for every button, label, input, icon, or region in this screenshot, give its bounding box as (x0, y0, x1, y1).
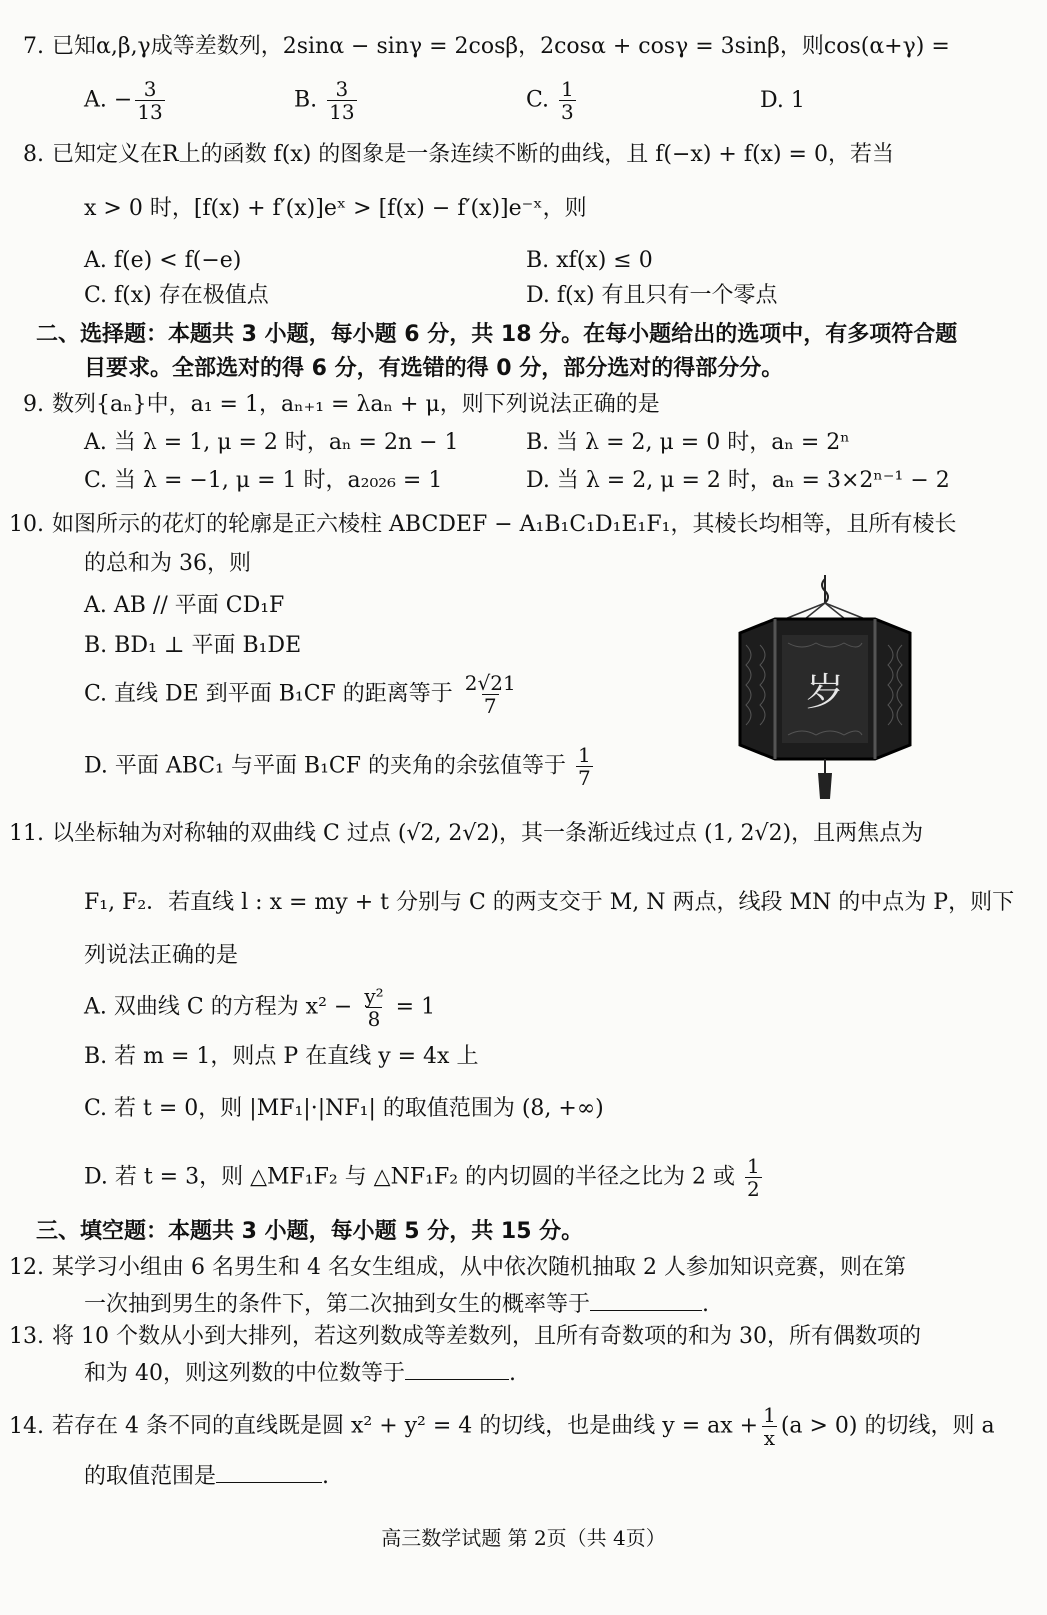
question-text: 某学习小组由 6 名男生和 4 名女生组成，从中依次随机抽取 2 人参加知识竞赛，则在第 (52, 1255, 906, 1280)
section-2-heading-line-1: 二、选择题：本题共 3 小题，每小题 6 分，共 18 分。在每小题给出的选项中，有多项符合题 (36, 322, 958, 347)
question-text: 将 10 个数从小到大排列，若这列数成等差数列，且所有奇数项的和为 30，所有偶数项的 (52, 1324, 921, 1349)
option-text: C. 直线 DE 到平面 B₁CF 的距离等于 (84, 681, 453, 707)
question-9-option-b: B. 当 λ = 2, μ = 0 时，aₙ = 2ⁿ (526, 430, 850, 455)
question-7-option-d (760, 86, 805, 116)
fraction-denominator: 7 (578, 766, 591, 790)
question-11-line-3: 列说法正确的是 (84, 943, 239, 968)
question-number: 13. (9, 1324, 44, 1349)
option-text: A. 双曲线 C 的方程为 x² − (84, 994, 353, 1020)
question-11-option-b: B. 若 m = 1，则点 P 在直线 y = 4x 上 (84, 1044, 479, 1069)
question-11-line-1 (0, 819, 923, 849)
option-label: C. (526, 87, 550, 113)
fraction-denominator: 7 (483, 694, 497, 718)
question-10-option-d (84, 744, 596, 789)
question-text: 已知定义在R上的函数 f(x) 的图象是一条连续不断的曲线，且 f(−x) + f(x) = 0，若当 (52, 142, 894, 167)
option-text: = 1 (395, 994, 436, 1020)
question-number: 12. (9, 1255, 44, 1280)
question-8-option-b: B. xf(x) ≤ 0 (526, 248, 653, 273)
question-text: 一次抽到男生的条件下，第二次抽到女生的概率等于 (84, 1292, 591, 1317)
question-8-line-1 (0, 140, 894, 170)
fraction-numerator: 3 (335, 77, 349, 101)
question-11-line-2: F₁, F₂．若直线 l : x = my + t 分别与 C 的两支交于 M, N 两点，线段 MN 的中点为 P，则下 (84, 890, 1015, 915)
option-label: B. (294, 87, 318, 113)
question-10-option-b: B. BD₁ ⊥ 平面 B₁DE (84, 633, 302, 658)
hexagonal-lantern-image (730, 575, 920, 800)
fraction (135, 78, 164, 123)
question-13-line-1 (0, 1322, 921, 1352)
fraction (761, 1404, 778, 1449)
question-7-option-c (526, 78, 579, 123)
question-10-option-a: A. AB // 平面 CD₁F (84, 593, 285, 618)
section-3-heading: 三、填空题：本题共 3 小题，每小题 5 分，共 15 分。 (36, 1219, 584, 1244)
question-11-option-a (84, 985, 435, 1030)
fraction-denominator: 13 (137, 100, 163, 124)
fraction-numerator: 1 (747, 1154, 760, 1178)
question-text: 数列{aₙ}中，a₁ = 1，aₙ₊₁ = λaₙ + μ，则下列说法正确的是 (52, 392, 660, 417)
fraction-denominator: 13 (329, 100, 355, 124)
question-9-stem (0, 390, 660, 420)
question-text: 以坐标轴为对称轴的双曲线 C 过点 (√2, 2√2)，其一条渐近线过点 (1, 2√2)，且两焦点为 (52, 821, 924, 846)
period: . (702, 1292, 710, 1317)
question-12-line-2 (84, 1288, 709, 1320)
option-label: A. (84, 87, 107, 113)
question-number: 8. (23, 142, 44, 167)
question-number: 10. (9, 512, 44, 537)
page-footer: 高三数学试题 第 2页（共 4页） (381, 1526, 666, 1550)
fraction-numerator: 2√21 (464, 671, 516, 695)
question-14-line-2 (84, 1460, 329, 1492)
question-10-line-1 (0, 510, 956, 540)
question-13-line-2 (84, 1357, 516, 1389)
fraction (559, 78, 576, 123)
question-number: 9. (23, 392, 44, 417)
question-8-option-c: C. f(x) 存在极值点 (84, 283, 269, 308)
question-number: 7. (23, 34, 44, 59)
fraction (362, 985, 385, 1030)
fraction-numerator: y² (364, 984, 384, 1008)
fraction-denominator: x (763, 1426, 776, 1450)
question-7-stem (0, 32, 950, 62)
question-8-option-a: A. f(e) < f(−e) (84, 248, 242, 273)
answer-blank[interactable] (405, 1357, 509, 1380)
option-text: D. 若 t = 3，则 △MF₁F₂ 与 △NF₁F₂ 的内切圆的半径之比为 2 或 (84, 1164, 735, 1190)
fraction-denominator: 8 (367, 1007, 381, 1031)
fraction-numerator: 3 (143, 77, 157, 101)
question-9-option-d: D. 当 λ = 2, μ = 2 时，aₙ = 3×2ⁿ⁻¹ − 2 (526, 468, 950, 493)
fraction-numerator: 1 (578, 743, 591, 767)
fraction-denominator: 3 (561, 100, 574, 124)
fraction (327, 78, 356, 123)
question-text: 和为 40，则这列数的中位数等于 (84, 1361, 405, 1386)
question-9-option-c: C. 当 λ = −1, μ = 1 时，a₂₀₂₆ = 1 (84, 468, 443, 493)
question-11-option-c: C. 若 t = 0，则 |MF₁|·|NF₁| 的取值范围为 (8, +∞) (84, 1096, 604, 1121)
option-label: D. (760, 88, 784, 113)
question-11-option-d (84, 1155, 765, 1200)
fraction-numerator: 1 (561, 77, 574, 101)
answer-blank[interactable] (590, 1288, 702, 1311)
question-7-option-a (84, 78, 168, 123)
question-8-line-2: x > 0 时，[f(x) + f′(x)]eˣ > [f(x) − f′(x)]e⁻ˣ，则 (84, 196, 587, 221)
minus-sign: − (113, 87, 133, 113)
question-10-option-c (84, 672, 521, 717)
question-number: 14. (9, 1413, 44, 1439)
question-10-line-2: 的总和为 36，则 (84, 551, 251, 576)
question-text: 的取值范围是 (84, 1464, 217, 1489)
question-number: 11. (9, 821, 44, 846)
fraction (463, 672, 518, 717)
period: . (322, 1464, 330, 1489)
question-text: 已知α,β,γ成等差数列，2sinα − sinγ = 2cosβ，2cosα + cosγ = 3sinβ，则cos(α+γ) = (52, 34, 950, 59)
fraction (576, 744, 593, 789)
option-text: 1 (790, 88, 805, 113)
option-text: D. 平面 ABC₁ 与平面 B₁CF 的夹角的余弦值等于 (84, 753, 567, 779)
lantern-character: 岁 (805, 670, 845, 714)
fraction-denominator: 2 (747, 1177, 760, 1201)
question-14-line-1 (0, 1404, 995, 1449)
question-text: (a > 0) 的切线，则 a (780, 1413, 995, 1439)
question-text: 若存在 4 条不同的直线既是圆 x² + y² = 4 的切线，也是曲线 y = ax + (52, 1413, 759, 1439)
period: . (509, 1361, 516, 1386)
question-12-line-1 (0, 1253, 906, 1283)
question-text: 如图所示的花灯的轮廓是正六棱柱 ABCDEF − A₁B₁C₁D₁E₁F₁，其棱长均相等，且所有棱长 (52, 512, 957, 537)
fraction (745, 1155, 762, 1200)
answer-blank[interactable] (216, 1460, 322, 1483)
question-8-option-d: D. f(x) 有且只有一个零点 (526, 283, 778, 308)
fraction-numerator: 1 (763, 1403, 776, 1427)
section-2-heading-line-2: 目要求。全部选对的得 6 分，有选错的得 0 分，部分选对的得部分分。 (84, 356, 784, 381)
question-7-option-b (294, 78, 360, 123)
question-9-option-a: A. 当 λ = 1, μ = 2 时，aₙ = 2n − 1 (84, 430, 459, 455)
